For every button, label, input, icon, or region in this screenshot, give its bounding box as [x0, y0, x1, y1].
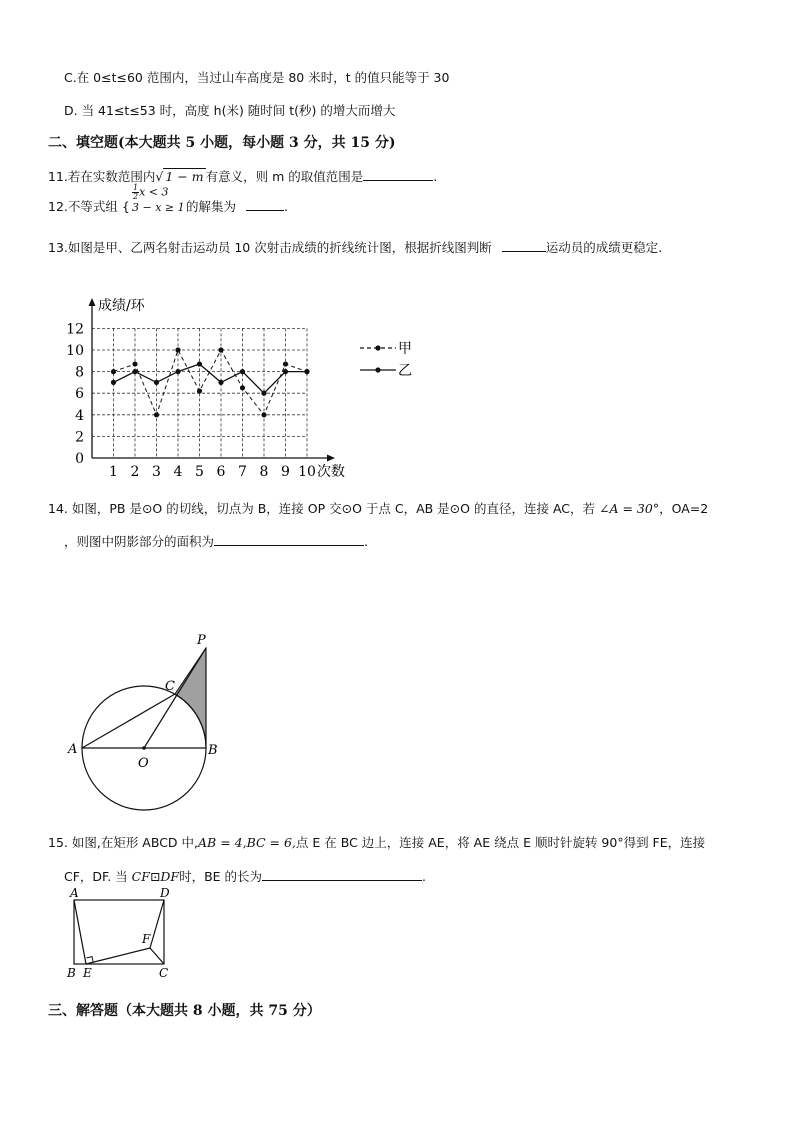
y-tick-label: 0: [75, 451, 84, 467]
q15-answer-blank: [262, 868, 422, 881]
label-a: A: [70, 886, 79, 900]
data-point: [240, 369, 245, 374]
q15-rectangle-figure: [64, 886, 184, 981]
q15-line1-a: 15. 如图,在矩形 ABCD 中,: [48, 835, 199, 850]
segment-ae: [74, 900, 86, 964]
option-d: D. 当 41≤t≤53 时，高度 h(米) 随时间 t(秒) 的增大而增大: [64, 103, 396, 118]
series-line-1: [114, 350, 308, 415]
x-tick-label: 7: [238, 464, 247, 480]
y-tick-label: 4: [75, 407, 84, 424]
question-12: [48, 197, 130, 215]
sqrt-icon: √: [155, 169, 164, 184]
q11-answer-blank: [363, 168, 433, 181]
q13-text: 13.如图是甲、乙两名射击运动员 10 次射击成绩的折线统计图，根据折线图判断: [48, 240, 492, 255]
question-14-line-1: [48, 499, 708, 517]
q12-ineq2: 3 − x ≥ 1: [132, 201, 185, 214]
x-tick-label: 10: [298, 464, 316, 480]
label-o: O: [138, 756, 149, 771]
fraction-denominator: 2: [133, 192, 139, 201]
q12-end: .: [284, 199, 288, 214]
q15-given: AB = 4,BC = 6,: [198, 835, 296, 850]
data-point: [261, 391, 266, 396]
x-tick-label: 3: [152, 464, 161, 480]
x-tick-label: 1: [109, 464, 118, 480]
q14-answer-blank: [214, 533, 364, 546]
score-line-chart: [60, 298, 440, 488]
data-point: [261, 412, 266, 417]
label-a: A: [68, 742, 78, 757]
q12-before: 12.不等式组 {: [48, 199, 130, 214]
q11-after: 有意义，则 m 的取值范围是: [205, 169, 364, 184]
q13-after: 运动员的成绩更稳定.: [545, 240, 663, 255]
data-point: [154, 380, 159, 385]
label-b: B: [208, 743, 218, 758]
label-b: B: [67, 966, 76, 980]
right-angle-mark: [87, 957, 94, 963]
q15-line2-a: CF，DF. 当: [64, 869, 128, 884]
y-axis-label: 成绩/环: [98, 298, 145, 314]
label-f: F: [142, 932, 151, 946]
x-tick-label: 6: [216, 464, 226, 480]
segment-ef: [86, 948, 150, 964]
label-d: D: [160, 886, 170, 900]
q11-radicand: 1 − m: [165, 169, 204, 184]
q11-before: 11.若在实数范围内: [48, 169, 156, 184]
q14-line1-end: ，OA=2: [659, 501, 709, 516]
data-point: [283, 369, 288, 374]
x-axis-arrow: [327, 455, 335, 462]
question-15-line-1: [48, 833, 705, 851]
q14-angle: ∠A = 30°: [599, 501, 660, 516]
x-tick-label: 9: [281, 464, 290, 480]
data-point: [175, 347, 180, 352]
q14-line1: 14. 如图，PB 是⊙O 的切线，切点为 B，连接 OP 交⊙O 于点 C，AB 是⊙O 的直径，连接 AC，若: [48, 501, 596, 516]
question-15-line-2: [64, 867, 426, 885]
chart-labels: [66, 297, 345, 480]
data-point: [304, 369, 309, 374]
data-point: [197, 388, 202, 393]
q12-ineq1: x < 3: [139, 185, 169, 199]
data-point: [132, 369, 137, 374]
q15-line1-b: 点 E 在 BC 边上，连接 AE，将 AE 绕点 E 顺时针旋转 90°得到 FE，连接: [295, 835, 706, 850]
data-point: [240, 385, 245, 390]
data-point: [111, 380, 116, 385]
q12-answer-blank: [246, 198, 284, 211]
label-c: C: [165, 679, 175, 694]
data-point: [154, 412, 159, 417]
label-e: E: [83, 966, 92, 980]
legend-marker: [375, 367, 380, 372]
data-point: [111, 369, 116, 374]
q13-answer-blank: [502, 239, 546, 252]
q12-after: 的解集为: [186, 199, 237, 214]
segment-cf: [150, 948, 164, 964]
q14-end: .: [364, 534, 368, 549]
q12-tail: [186, 197, 288, 215]
x-axis-label: 次数: [317, 464, 345, 480]
rectangle-abcd: [74, 900, 164, 964]
data-point: [283, 361, 288, 366]
chart-marks: [111, 347, 310, 417]
q14-circle-figure: [66, 628, 246, 818]
q12-system: [132, 184, 185, 213]
q14-line2: ，则图中阴影部分的面积为: [64, 534, 215, 549]
y-tick-label: 8: [75, 364, 84, 381]
x-tick-label: 5: [195, 464, 204, 480]
data-point: [197, 361, 202, 366]
chart-axes: [89, 298, 336, 462]
q15-line2-b: 时，BE 的长为: [179, 869, 263, 884]
question-11: [48, 167, 437, 185]
y-axis-arrow: [89, 298, 96, 306]
data-point: [218, 380, 223, 385]
x-tick-label: 8: [259, 464, 269, 480]
option-c: C.在 0≤t≤60 范围内，当过山车高度是 80 米时，t 的值只能等于 30: [64, 70, 450, 85]
legend-label: 甲: [398, 341, 412, 357]
y-tick-label: 10: [66, 343, 84, 359]
q11-end: .: [433, 169, 438, 184]
x-tick-label: 4: [173, 464, 183, 480]
fraction-numerator: 1: [133, 183, 139, 192]
y-tick-label: 2: [75, 429, 84, 446]
data-point: [218, 347, 223, 352]
q15-condition: CF⊡DF: [131, 869, 180, 884]
chart-legend: [360, 341, 412, 379]
question-13: [48, 238, 662, 256]
q15-end: .: [422, 869, 427, 884]
center-dot: [142, 746, 146, 750]
section-3-title: 三、解答题（本大题共 8 小题，共 75 分）: [48, 1003, 321, 1019]
label-c: C: [159, 966, 169, 980]
series-line-2: [114, 364, 308, 393]
data-point: [175, 369, 180, 374]
section-2-title: 二、填空题(本大题共 5 小题，每小题 3 分，共 15 分): [48, 135, 396, 151]
x-tick-label: 2: [130, 464, 140, 480]
segment-df: [150, 900, 164, 948]
label-p: P: [197, 633, 206, 648]
y-tick-label: 6: [75, 386, 84, 403]
data-point: [132, 361, 137, 366]
legend-marker: [375, 345, 380, 350]
legend-label: 乙: [398, 363, 412, 379]
question-14-line-2: [64, 532, 368, 550]
y-tick-label: 12: [66, 321, 84, 338]
